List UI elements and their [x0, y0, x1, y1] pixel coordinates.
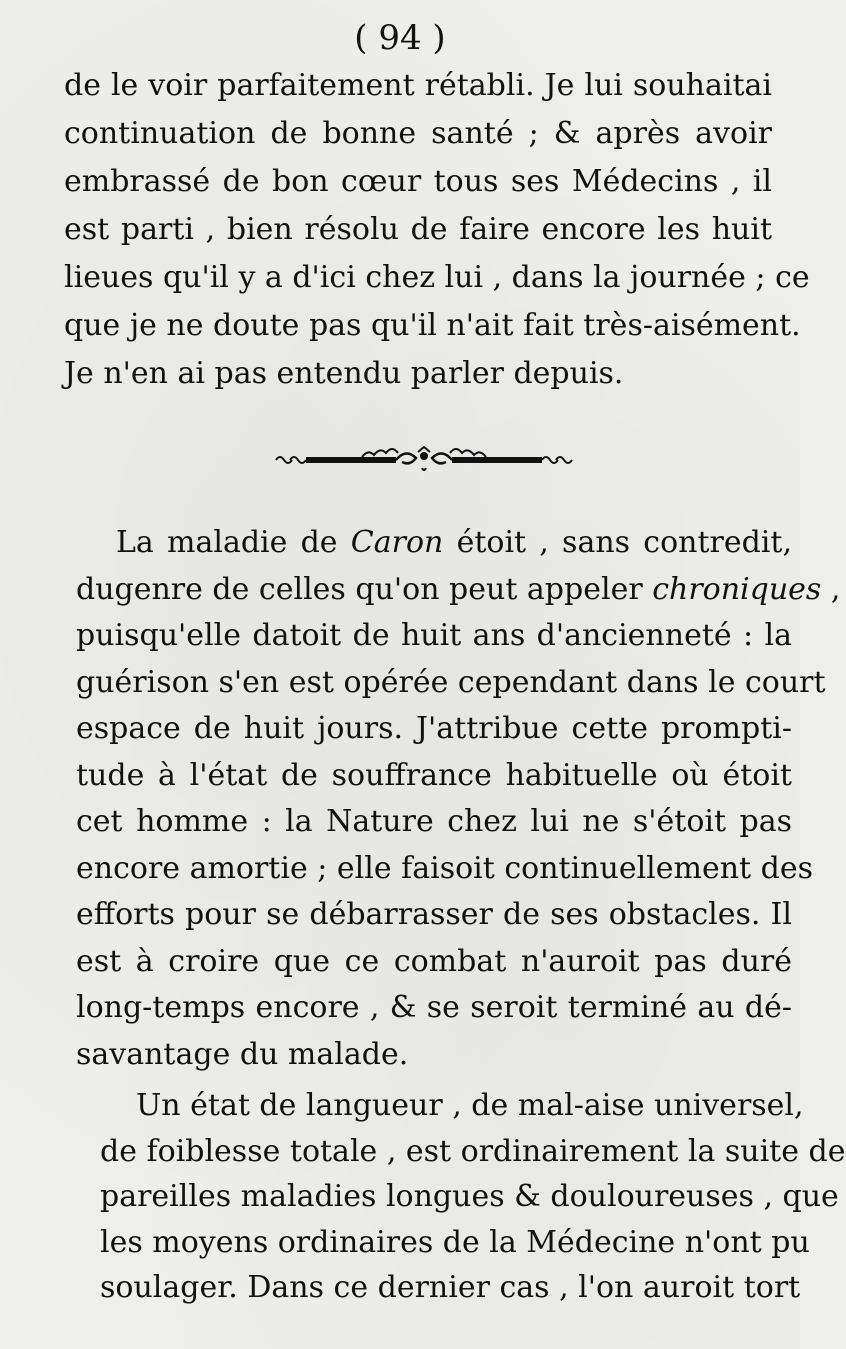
- paragraph-3: [100, 1083, 846, 1311]
- text-line: embrassé de bon cœur tous ses Médecins , il: [64, 164, 772, 199]
- paragraph-1: [64, 62, 810, 398]
- text-line: est à croire que ce combat n'auroit pas duré: [76, 943, 792, 979]
- text-line: puisqu'elle datoit de huit ans d'ancienneté : la: [76, 618, 792, 653]
- text-line: Un état de langueur , de mal-aise universel,: [136, 1088, 804, 1123]
- paragraph-2: [76, 520, 841, 1078]
- text-line: est parti , bien résolu de faire encore les huit: [64, 212, 772, 247]
- text-line: La maladie de Caron étoit , sans contredit,: [116, 525, 792, 560]
- text-line: tude à l'état de souffrance habituelle où étoit: [76, 757, 792, 793]
- text-line: encore amortie ; elle faisoit continuellement des: [76, 850, 813, 886]
- text-line: les moyens ordinaires de la Médecine n'ont pu: [100, 1224, 810, 1260]
- text-line: long-temps encore , & se seroit terminé au dé-: [76, 990, 792, 1025]
- text-line: de foiblesse totale , est ordinairement la suite de: [100, 1133, 846, 1169]
- text-line: pareilles maladies longues & douloureuses , que: [100, 1179, 839, 1214]
- italic-word: Caron: [350, 525, 444, 560]
- page-number: ( 94 ): [354, 18, 446, 58]
- text-line: guérison s'en est opérée cependant dans le court: [76, 664, 826, 700]
- text-line: continuation de bonne santé ; & après avoir: [64, 116, 772, 151]
- italic-word: chroniques: [652, 571, 822, 607]
- text-line: savantage du malade.: [76, 1036, 409, 1072]
- text-line: efforts pour se débarrasser de ses obstacles. Il: [76, 897, 792, 932]
- ornament-divider: [272, 446, 576, 474]
- text-line: espace de huit jours. J'attribue cette prompti-: [76, 711, 792, 746]
- text-line: dugenre de celles qu'on peut appeler chroniques ,: [76, 571, 841, 607]
- text-line: soulager. Dans ce dernier cas , l'on auroit tort: [100, 1270, 801, 1305]
- text-line: cet homme : la Nature chez lui ne s'étoit pas: [76, 804, 792, 839]
- text-line: Je n'en ai pas entendu parler depuis.: [64, 356, 624, 391]
- text-line: de le voir parfaitement rétabli. Je lui souhaitai: [64, 68, 772, 103]
- text-line: lieues qu'il y a d'ici chez lui , dans la journée ; ce: [64, 260, 810, 295]
- text-line: que je ne doute pas qu'il n'ait fait très-aisément.: [64, 308, 801, 343]
